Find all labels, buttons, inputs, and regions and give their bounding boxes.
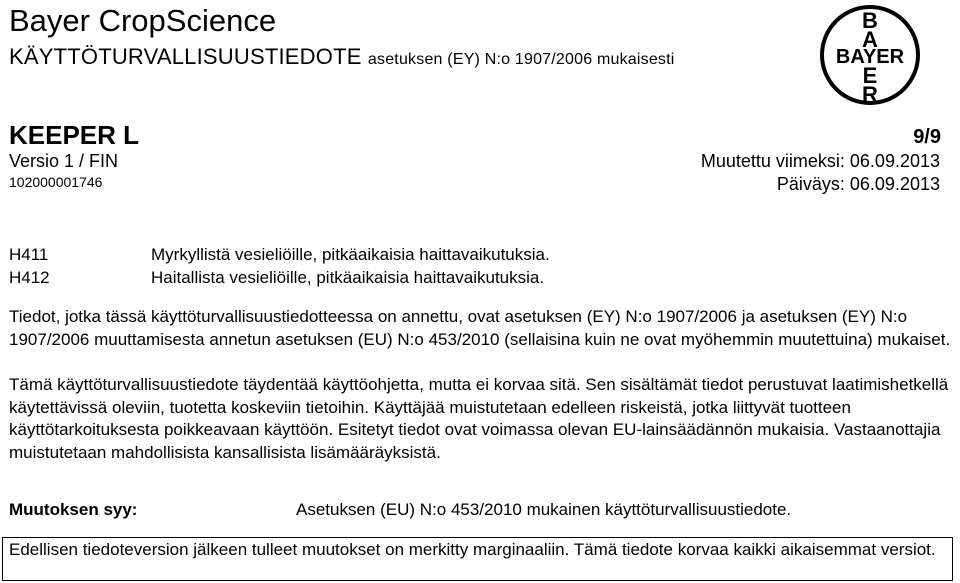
version-info: Versio 1 / FIN <box>9 151 119 171</box>
change-reason-label: Muutoksen syy: <box>9 500 138 519</box>
issue-date: Päiväys: 06.09.2013 <box>776 174 940 194</box>
document-title <box>9 44 675 70</box>
hazard-code: H412 <box>9 268 50 287</box>
change-reason-text: Asetuksen (EU) N:o 453/2010 mukainen käyttöturvallisuustiedote. <box>296 500 792 519</box>
change-note: Edellisen tiedoteversion jälkeen tulleet muutokset on merkitty marginaaliin. Tämä tiedote korvaa kaikki aikaisemmat versiot. <box>9 540 936 559</box>
regulation-paragraph: Tiedot, jotka tässä käyttöturvallisuustiedotteessa on annettu, ovat asetuksen (EY) N:o 1907/2006 ja asetuksen (EY) N:o 1907/2006 muuttamisesta annetun asetuksen (EU) N:o 453/2010 (sellaisina kuin ne ovat myöhemmin muutettuina) mukaiset. <box>9 307 951 349</box>
hazard-code: H411 <box>9 245 49 264</box>
bayer-cross-logo <box>818 3 922 107</box>
company-name: Bayer CropScience <box>9 3 277 38</box>
svg-text:A: A <box>862 27 878 52</box>
svg-text:E: E <box>862 63 878 88</box>
hazard-statement: Haitallista vesieliöille, pitkäaikaisia haittavaikutuksia. <box>151 268 545 287</box>
logo-wordmark: BAYER <box>835 46 905 68</box>
svg-text:B: B <box>862 8 878 33</box>
svg-text:R: R <box>862 82 878 107</box>
document-regulation: asetuksen (EY) N:o 1907/2006 mukaisesti <box>367 51 675 68</box>
product-name: KEEPER L <box>9 120 140 150</box>
hazard-statement: Myrkyllistä vesieliöille, pitkäaikaisia haittavaikutuksia. <box>151 245 550 264</box>
document-number: 102000001746 <box>9 174 103 190</box>
disclaimer-paragraph: Tämä käyttöturvallisuustiedote täydentää käyttöohjetta, mutta ei korvaa sitä. Sen sisältämät tiedot perustuvat laatimishetkellä käytettävissä oleviin, tuotetta koskeviin tietoihin. Käyttäjää muistutetaan edelleen riskeistä, jotka liittyvät tuotteen käyttötarkoituksesta poikkeavaan käyttöön. Esitetyt tiedot ovat voimassa olevan EU-lainsäädännön mukaisia. Vastaanottajia muistutetaan mahdollisista kansallisista lisämääräyksistä. <box>9 375 949 462</box>
page-number: 9/9 <box>913 126 941 148</box>
last-modified: Muutettu viimeksi: 06.09.2013 <box>700 151 940 171</box>
document-type: KÄYTTÖTURVALLISUUSTIEDOTE <box>9 44 362 69</box>
